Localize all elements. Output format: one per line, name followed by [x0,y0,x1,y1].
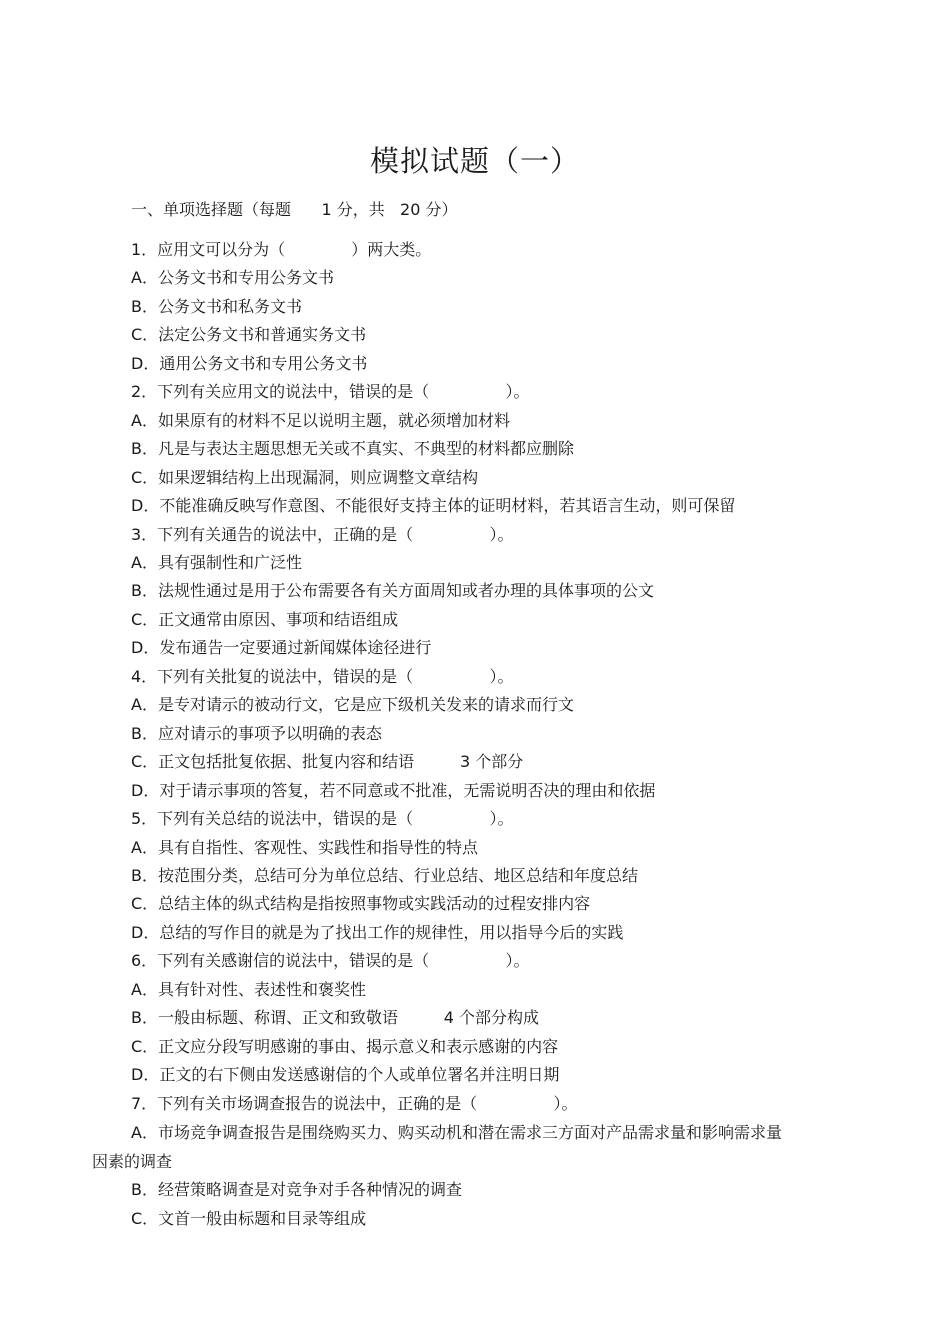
text-line: A．公务文书和专用公务文书 [131,268,334,288]
text-line: 5．下列有关总结的说法中，错误的是（ ）。 [131,809,514,829]
text-line: C．如果逻辑结构上出现漏洞，则应调整文章结构 [131,467,479,487]
section-heading: 一、单项选择题（每题 1 分，共 20 分） [131,200,458,219]
text-line: B．法规性通过是用于公布需要各有关方面周知或者办理的具体事项的公文 [131,581,654,601]
text-line: D．不能准确反映写作意图、不能很好支持主体的证明材料，若其语言生动，则可保留 [131,496,736,516]
text-line: D．对于请示事项的答复，若不同意或不批准，无需说明否决的理由和依据 [131,780,656,800]
text-line: C．法定公务文书和普通实务文书 [131,325,367,345]
text-line: B．应对请示的事项予以明确的表态 [131,723,382,743]
text-line: D．总结的写作目的就是为了找出工作的规律性，用以指导今后的实践 [131,922,624,942]
text-line: C．正文应分段写明感谢的事由、揭示意义和表示感谢的内容 [131,1036,559,1056]
text-line: 6．下列有关感谢信的说法中，错误的是（ ）。 [131,951,530,971]
text-line: B．凡是与表达主题思想无关或不真实、不典型的材料都应删除 [131,439,574,459]
text-line: A．是专对请示的被动行文，它是应下级机关发来的请求而行文 [131,695,574,715]
text-line: C．正文通常由原因、事项和结语组成 [131,609,399,629]
paragraph-text: A．市场竞争调查报告是围绕购买力、购买动机和潜在需求三方面对产品需求量和影响需求量因素的调查 [92,1123,782,1171]
text-line: A．如果原有的材料不足以说明主题，就必须增加材料 [131,410,510,430]
text-line: A．具有针对性、表述性和褒奖性 [131,979,366,999]
text-line: A．具有强制性和广泛性 [131,552,302,572]
text-line: 7．下列有关市场调查报告的说法中，正确的是（ ）。 [131,1093,578,1113]
text-line: B．按范围分类，总结可分为单位总结、行业总结、地区总结和年度总结 [131,865,638,885]
question-7-remaining-options [131,1175,791,1233]
text-line: C．正文包括批复依据、批复内容和结语 3 个部分 [131,752,524,772]
question-list [131,236,791,1118]
text-line: B．公务文书和私务文书 [131,296,302,316]
text-line: 3．下列有关通告的说法中，正确的是（ ）。 [131,524,514,544]
text-line: A．具有自指性、客观性、实践性和指导性的特点 [131,837,478,857]
text-line: 2．下列有关应用文的说法中，错误的是（ ）。 [131,382,530,402]
text-line: D．通用公务文书和专用公务文书 [131,353,368,373]
text-line: D．发布通告一定要通过新闻媒体途径进行 [131,638,432,658]
page-title: 模拟试题（一） [369,144,580,178]
text-line: 4．下列有关批复的说法中，错误的是（ ）。 [131,666,514,686]
text-line: C．文首一般由标题和目录等组成 [131,1209,367,1228]
question-7-option-a [92,1118,792,1176]
text-line: C．总结主体的纵式结构是指按照事物或实践活动的过程安排内容 [131,894,591,914]
text-line: D．正文的右下侧由发送感谢信的个人或单位署名并注明日期 [131,1065,560,1085]
text-line: B．经营策略调查是对竞争对手各种情况的调查 [131,1180,462,1199]
text-line: B．一般由标题、称谓、正文和致敬语 4 个部分构成 [131,1008,540,1028]
text-line: 1．应用文可以分为（ ）两大类。 [131,240,432,259]
